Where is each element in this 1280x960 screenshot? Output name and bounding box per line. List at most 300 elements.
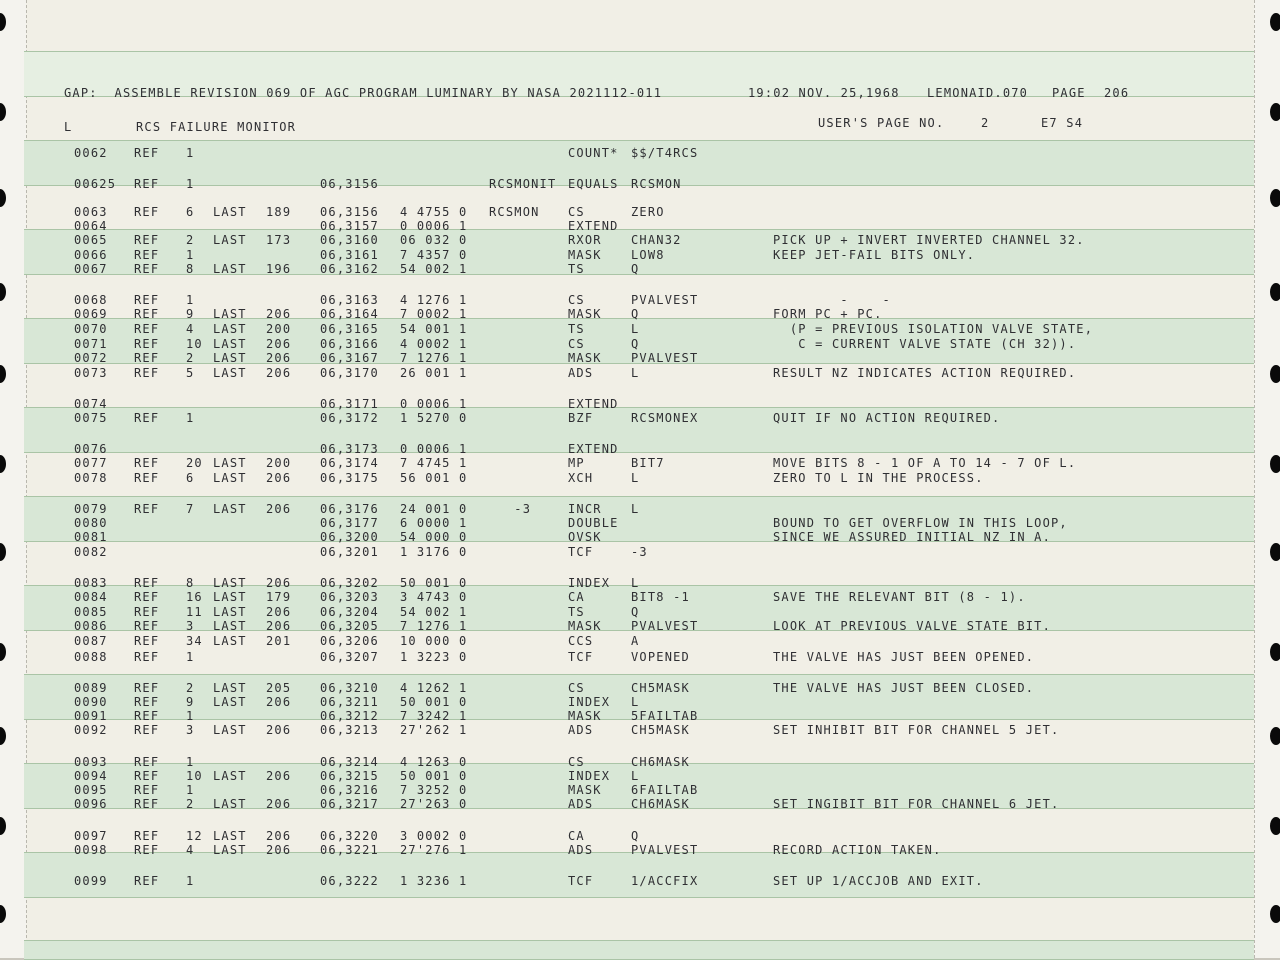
listing-row: [0, 634, 1280, 648]
listing-row: [0, 219, 1280, 233]
last-page: 206: [266, 723, 292, 737]
memory-address: 06,3156: [320, 205, 379, 219]
opcode: CA: [568, 829, 585, 843]
ref-label: REF: [134, 307, 160, 321]
line-number: 0098: [74, 843, 108, 857]
listing-row: [0, 797, 1280, 811]
listing-row: [0, 248, 1280, 262]
last-page: 173: [266, 233, 292, 247]
ref-count: 10: [186, 769, 203, 783]
opcode: RXOR: [568, 233, 602, 247]
last-label: LAST: [213, 576, 247, 590]
listing-row: [0, 755, 1280, 769]
last-page: 206: [266, 843, 292, 857]
opcode: EXTEND: [568, 397, 619, 411]
section-title: RCS FAILURE MONITOR: [136, 120, 297, 134]
line-number: 0086: [74, 619, 108, 633]
opcode: EXTEND: [568, 219, 619, 233]
line-number: 0072: [74, 351, 108, 365]
memory-address: 06,3206: [320, 634, 379, 648]
operand: RCSMONEX: [631, 411, 699, 425]
octal-word: 06 032 0: [400, 233, 468, 247]
octal-word: 1 5270 0: [400, 411, 468, 425]
last-page: 206: [266, 576, 292, 590]
listing-row: [0, 456, 1280, 470]
opcode: MP: [568, 456, 585, 470]
opcode: OVSK: [568, 530, 602, 544]
opcode: MASK: [568, 709, 602, 723]
line-number: 0071: [74, 337, 108, 351]
listing-row: [0, 605, 1280, 619]
listing-row: [0, 769, 1280, 783]
line-number: 0091: [74, 709, 108, 723]
operand: L: [631, 695, 640, 709]
last-page: 201: [266, 634, 292, 648]
operand: A: [631, 634, 640, 648]
octal-word: 7 4745 1: [400, 456, 468, 470]
memory-address: 06,3213: [320, 723, 379, 737]
octal-word: 50 001 0: [400, 769, 468, 783]
comment: C = CURRENT VALVE STATE (CH 32)).: [773, 337, 1077, 351]
last-label: LAST: [213, 723, 247, 737]
operand: 5FAILTAB: [631, 709, 699, 723]
line-number: 0081: [74, 530, 108, 544]
last-label: LAST: [213, 205, 247, 219]
last-page: 179: [266, 590, 292, 604]
octal-word: 54 002 1: [400, 605, 468, 619]
last-label: LAST: [213, 322, 247, 336]
ref-label: REF: [134, 769, 160, 783]
ref-count: 2: [186, 233, 195, 247]
memory-address: 06,3204: [320, 605, 379, 619]
ref-label: REF: [134, 874, 160, 888]
ref-count: 4: [186, 843, 195, 857]
opcode: MASK: [568, 351, 602, 365]
memory-address: 06,3202: [320, 576, 379, 590]
last-label: LAST: [213, 619, 247, 633]
octal-word: 27'262 1: [400, 723, 468, 737]
last-label: LAST: [213, 471, 247, 485]
octal-word: 0 0006 1: [400, 397, 468, 411]
line-number: 0083: [74, 576, 108, 590]
comment: THE VALVE HAS JUST BEEN OPENED.: [773, 650, 1035, 664]
line-number: 0097: [74, 829, 108, 843]
ref-label: REF: [134, 366, 160, 380]
operand: RCSMON: [631, 177, 682, 191]
ref-count: 9: [186, 695, 195, 709]
octal-word: 7 4357 0: [400, 248, 468, 262]
ref-label: REF: [134, 233, 160, 247]
line-number: 0067: [74, 262, 108, 276]
line-number: 0074: [74, 397, 108, 411]
last-page: 206: [266, 797, 292, 811]
ref-count: 2: [186, 351, 195, 365]
symbol-tag: RCSMON: [489, 205, 540, 219]
last-label: LAST: [213, 337, 247, 351]
comment: FORM PC + PC.: [773, 307, 883, 321]
listing-row: [0, 293, 1280, 307]
ref-label: REF: [134, 177, 160, 191]
listing-row: [0, 307, 1280, 321]
octal-word: 10 000 0: [400, 634, 468, 648]
ref-label: REF: [134, 783, 160, 797]
octal-word: 7 1276 1: [400, 351, 468, 365]
last-label: LAST: [213, 262, 247, 276]
ref-label: REF: [134, 337, 160, 351]
last-page: 206: [266, 366, 292, 380]
line-number: 0088: [74, 650, 108, 664]
listing-row: [0, 829, 1280, 843]
comment: (P = PREVIOUS ISOLATION VALVE STATE,: [773, 322, 1094, 336]
comment: SINCE WE ASSURED INITIAL NZ IN A.: [773, 530, 1052, 544]
memory-address: 06,3164: [320, 307, 379, 321]
opcode: TCF: [568, 545, 594, 559]
ref-label: REF: [134, 797, 160, 811]
ref-label: REF: [134, 650, 160, 664]
ref-count: 1: [186, 293, 195, 307]
ref-label: REF: [134, 351, 160, 365]
last-label: LAST: [213, 605, 247, 619]
log-section-letter: L: [64, 120, 73, 134]
ref-label: REF: [134, 605, 160, 619]
operand: BIT7: [631, 456, 665, 470]
memory-address: 06,3165: [320, 322, 379, 336]
operand: CH6MASK: [631, 797, 690, 811]
ref-count: 2: [186, 681, 195, 695]
line-number: 0064: [74, 219, 108, 233]
line-number: 0099: [74, 874, 108, 888]
operand: PVALVEST: [631, 293, 699, 307]
memory-address: 06,3163: [320, 293, 379, 307]
operand: L: [631, 576, 640, 590]
line-number: 0090: [74, 695, 108, 709]
last-label: LAST: [213, 590, 247, 604]
line-number: 0094: [74, 769, 108, 783]
opcode: CCS: [568, 634, 594, 648]
opcode: ADS: [568, 723, 594, 737]
listing-row: [0, 366, 1280, 380]
last-page: 200: [266, 322, 292, 336]
operand: L: [631, 769, 640, 783]
operand: PVALVEST: [631, 351, 699, 365]
octal-word: 1 3236 1: [400, 874, 468, 888]
opcode: MASK: [568, 307, 602, 321]
octal-word: 27'276 1: [400, 843, 468, 857]
octal-word: 0 0006 1: [400, 219, 468, 233]
opcode: CS: [568, 681, 585, 695]
ref-count: 1: [186, 755, 195, 769]
octal-word: 50 001 0: [400, 695, 468, 709]
last-label: LAST: [213, 769, 247, 783]
line-number: 0092: [74, 723, 108, 737]
ref-count: 6: [186, 471, 195, 485]
operand: CHAN32: [631, 233, 682, 247]
last-label: LAST: [213, 829, 247, 843]
assembly-header-line: GAP: ASSEMBLE REVISION 069 OF AGC PROGRAM LUMINARY BY NASA 2021112-011: [64, 86, 663, 100]
listing-row: [0, 233, 1280, 247]
ref-count: 3: [186, 723, 195, 737]
ref-count: 20: [186, 456, 203, 470]
last-page: 205: [266, 681, 292, 695]
listing-row: [0, 843, 1280, 857]
ref-count: 34: [186, 634, 203, 648]
comment: SET INHIBIT BIT FOR CHANNEL 5 JET.: [773, 723, 1060, 737]
line-number: 00625: [74, 177, 117, 191]
ref-label: REF: [134, 590, 160, 604]
line-number: 0096: [74, 797, 108, 811]
comment: BOUND TO GET OVERFLOW IN THIS LOOP,: [773, 516, 1068, 530]
operand: BIT8 -1: [631, 590, 690, 604]
listing-row: [0, 545, 1280, 559]
opcode: ADS: [568, 366, 594, 380]
ref-count: 1: [186, 248, 195, 262]
memory-address: 06,3176: [320, 502, 379, 516]
ref-label: REF: [134, 411, 160, 425]
listing-row: [0, 146, 1280, 160]
opcode: EXTEND: [568, 442, 619, 456]
ref-label: REF: [134, 695, 160, 709]
operand: 1/ACCFIX: [631, 874, 699, 888]
operand: CH5MASK: [631, 681, 690, 695]
memory-address: 06,3212: [320, 709, 379, 723]
ref-label: REF: [134, 576, 160, 590]
octal-word: 54 000 0: [400, 530, 468, 544]
last-page: 206: [266, 769, 292, 783]
ref-count: 6: [186, 205, 195, 219]
ref-count: 1: [186, 874, 195, 888]
ref-count: 5: [186, 366, 195, 380]
listing-code: E7 S4: [1041, 116, 1084, 130]
opcode: MASK: [568, 248, 602, 262]
listing-row: [0, 397, 1280, 411]
listing-row: [0, 723, 1280, 737]
listing-row: [0, 576, 1280, 590]
listing-row: [0, 619, 1280, 633]
memory-address: 06,3173: [320, 442, 379, 456]
ref-label: REF: [134, 755, 160, 769]
memory-address: 06,3174: [320, 456, 379, 470]
opcode: INDEX: [568, 576, 611, 590]
listing-row: [0, 695, 1280, 709]
page-number: 206: [1104, 86, 1130, 100]
operand: L: [631, 366, 640, 380]
comment: SAVE THE RELEVANT BIT (8 - 1).: [773, 590, 1026, 604]
memory-address: 06,3157: [320, 219, 379, 233]
opcode: BZF: [568, 411, 594, 425]
listing-row: [0, 411, 1280, 425]
ref-count: 1: [186, 709, 195, 723]
ref-count: 4: [186, 322, 195, 336]
line-number: 0084: [74, 590, 108, 604]
comment: PICK UP + INVERT INVERTED CHANNEL 32.: [773, 233, 1085, 247]
line-number: 0063: [74, 205, 108, 219]
line-number: 0068: [74, 293, 108, 307]
last-label: LAST: [213, 307, 247, 321]
memory-address: 06,3177: [320, 516, 379, 530]
opcode: CS: [568, 205, 585, 219]
last-page: 206: [266, 337, 292, 351]
octal-word: 0 0006 1: [400, 442, 468, 456]
memory-address: 06,3220: [320, 829, 379, 843]
line-number: 0062: [74, 146, 108, 160]
last-page: 206: [266, 619, 292, 633]
octal-word: 56 001 0: [400, 471, 468, 485]
opcode: COUNT*: [568, 146, 619, 160]
memory-address: 06,3221: [320, 843, 379, 857]
opcode: CS: [568, 755, 585, 769]
listing-row: [0, 681, 1280, 695]
ref-count: 1: [186, 146, 195, 160]
listing-row: [0, 442, 1280, 456]
opcode: CS: [568, 293, 585, 307]
line-number: 0093: [74, 755, 108, 769]
octal-word: 50 001 0: [400, 576, 468, 590]
comment: KEEP JET-FAIL BITS ONLY.: [773, 248, 976, 262]
memory-address: 06,3162: [320, 262, 379, 276]
octal-word: 7 3242 1: [400, 709, 468, 723]
operand: ZERO: [631, 205, 665, 219]
last-label: LAST: [213, 502, 247, 516]
octal-word: 1 3176 0: [400, 545, 468, 559]
octal-word: 7 1276 1: [400, 619, 468, 633]
memory-address: 06,3214: [320, 755, 379, 769]
ref-label: REF: [134, 723, 160, 737]
listing-row: [0, 471, 1280, 485]
last-page: 206: [266, 605, 292, 619]
operand: Q: [631, 605, 640, 619]
operand: PVALVEST: [631, 619, 699, 633]
comment: - -: [773, 293, 891, 307]
opcode: TCF: [568, 874, 594, 888]
ref-label: REF: [134, 709, 160, 723]
octal-word: 4 1263 0: [400, 755, 468, 769]
ref-label: REF: [134, 205, 160, 219]
octal-word: 7 0002 1: [400, 307, 468, 321]
comment: RECORD ACTION TAKEN.: [773, 843, 942, 857]
last-page: 206: [266, 307, 292, 321]
line-number: 0073: [74, 366, 108, 380]
octal-word: 1 3223 0: [400, 650, 468, 664]
ref-count: 16: [186, 590, 203, 604]
operand: L: [631, 471, 640, 485]
opcode: MASK: [568, 619, 602, 633]
memory-address: 06,3216: [320, 783, 379, 797]
last-label: LAST: [213, 233, 247, 247]
comment: LOOK AT PREVIOUS VALVE STATE BIT.: [773, 619, 1052, 633]
last-label: LAST: [213, 366, 247, 380]
symbol-tag: RCSMONIT: [489, 177, 557, 191]
ref-count: 2: [186, 797, 195, 811]
memory-address: 06,3170: [320, 366, 379, 380]
last-page: 206: [266, 471, 292, 485]
opcode: INCR: [568, 502, 602, 516]
line-number: 0066: [74, 248, 108, 262]
last-label: LAST: [213, 695, 247, 709]
operand: LOW8: [631, 248, 665, 262]
octal-word: 3 4743 0: [400, 590, 468, 604]
memory-address: 06,3200: [320, 530, 379, 544]
operand: L: [631, 322, 640, 336]
last-label: LAST: [213, 351, 247, 365]
octal-word: 4 0002 1: [400, 337, 468, 351]
octal-word: 54 002 1: [400, 262, 468, 276]
opcode: ADS: [568, 797, 594, 811]
memory-address: 06,3217: [320, 797, 379, 811]
ref-count: 11: [186, 605, 203, 619]
line-number: 0077: [74, 456, 108, 470]
ref-count: 3: [186, 619, 195, 633]
comment: SET INGIBIT BIT FOR CHANNEL 6 JET.: [773, 797, 1060, 811]
listing-row: [0, 502, 1280, 516]
ref-count: 9: [186, 307, 195, 321]
opcode: ADS: [568, 843, 594, 857]
opcode: MASK: [568, 783, 602, 797]
last-label: LAST: [213, 634, 247, 648]
ref-label: REF: [134, 262, 160, 276]
octal-word: 54 001 1: [400, 322, 468, 336]
octal-word: 27'263 0: [400, 797, 468, 811]
ref-label: REF: [134, 456, 160, 470]
ref-count: 12: [186, 829, 203, 843]
line-number: 0080: [74, 516, 108, 530]
comment: THE VALVE HAS JUST BEEN CLOSED.: [773, 681, 1035, 695]
line-number: 0078: [74, 471, 108, 485]
ref-label: REF: [134, 829, 160, 843]
comment: RESULT NZ INDICATES ACTION REQUIRED.: [773, 366, 1077, 380]
octal-word: 4 1262 1: [400, 681, 468, 695]
opcode: CA: [568, 590, 585, 604]
line-number: 0075: [74, 411, 108, 425]
operand: -3: [631, 545, 648, 559]
symbol-tag: -3: [489, 502, 532, 516]
last-label: LAST: [213, 843, 247, 857]
operand: $$/T4RCS: [631, 146, 699, 160]
octal-word: 7 3252 0: [400, 783, 468, 797]
listing-row: [0, 650, 1280, 664]
listing-row: [0, 337, 1280, 351]
ref-label: REF: [134, 681, 160, 695]
comment: MOVE BITS 8 - 1 OF A TO 14 - 7 OF L.: [773, 456, 1077, 470]
listing-row: [0, 783, 1280, 797]
ref-label: REF: [134, 843, 160, 857]
operand: L: [631, 502, 640, 516]
line-number: 0082: [74, 545, 108, 559]
listing-row: [0, 709, 1280, 723]
opcode: TS: [568, 262, 585, 276]
print-timestamp: 19:02 NOV. 25,1968: [748, 86, 900, 100]
comment: ZERO TO L IN THE PROCESS.: [773, 471, 984, 485]
ref-label: REF: [134, 619, 160, 633]
opcode: TS: [568, 605, 585, 619]
octal-word: 4 1276 1: [400, 293, 468, 307]
memory-address: 06,3203: [320, 590, 379, 604]
memory-address: 06,3172: [320, 411, 379, 425]
users-page-number: 2: [981, 116, 990, 130]
page-label: PAGE: [1052, 86, 1086, 100]
octal-word: 26 001 1: [400, 366, 468, 380]
listing-row: [0, 530, 1280, 544]
listing-row: [0, 516, 1280, 530]
memory-address: 06,3205: [320, 619, 379, 633]
line-number: 0087: [74, 634, 108, 648]
listing-row: [0, 322, 1280, 336]
ref-count: 7: [186, 502, 195, 516]
listing-file-name: LEMONAID.070: [927, 86, 1029, 100]
operand: Q: [631, 307, 640, 321]
line-number: 0065: [74, 233, 108, 247]
octal-word: 6 0000 1: [400, 516, 468, 530]
memory-address: 06,3201: [320, 545, 379, 559]
